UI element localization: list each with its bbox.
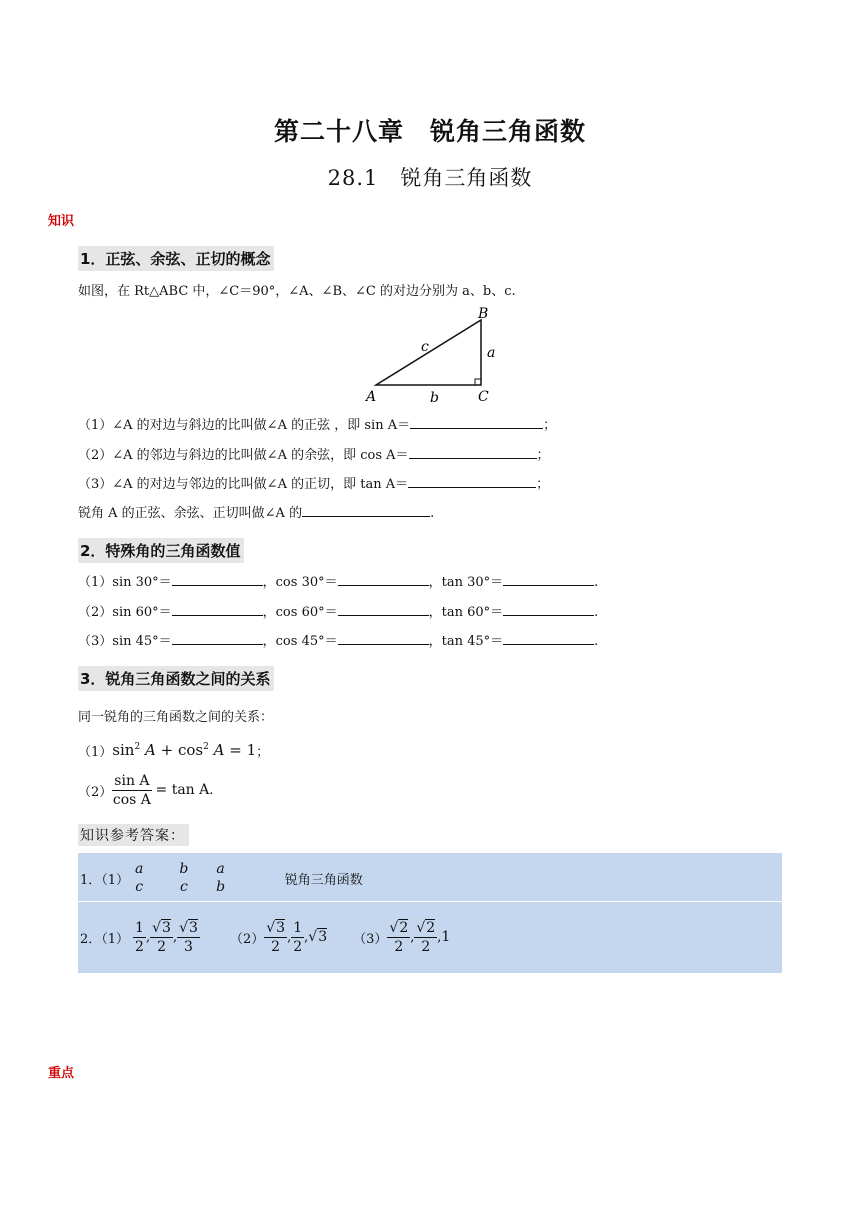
answer-blank[interactable] bbox=[409, 446, 537, 459]
side-label-a: a bbox=[487, 345, 496, 361]
answer-fraction: $\frac{1}{2}$ bbox=[135, 919, 144, 955]
part3-heading: 3．锐角三角函数之间的关系 bbox=[78, 666, 274, 691]
identity-formula-1: （1） $\sin^2 A + \cos^2 A = 1$ ； bbox=[78, 741, 270, 760]
part1-item-3: （3）∠A 的对边与邻边的比叫做∠A 的正切，即 tan A＝ ； bbox=[78, 477, 550, 492]
answers-heading: 知识参考答案： bbox=[78, 824, 189, 846]
chapter-title: 第二十八章 锐角三角函数 bbox=[273, 117, 586, 146]
answer-fraction: $\frac{√3}{2}$ bbox=[266, 919, 286, 955]
identity-formula-2: （2） $\frac{\text{sin A}}{\text{cos A}}$ = tan A . bbox=[78, 772, 214, 808]
answer-fraction: $\frac{√3}{2}$ bbox=[152, 919, 171, 955]
sin-over-cos-fraction: $\frac{\text{sin A}}{\text{cos A}}$ bbox=[112, 772, 151, 808]
part1-intro: 如图，在 Rt△ABC 中，∠C＝90°，∠A、∠B、∠C 的对边分别为 a、b、c. bbox=[78, 284, 516, 299]
answer-fraction: $\frac{√3}{3}$ bbox=[179, 919, 198, 955]
vertex-label-c: C bbox=[478, 389, 489, 405]
side-label-c: c bbox=[421, 339, 429, 355]
part1-item-2: （2）∠A 的邻边与斜边的比叫做∠A 的余弦，即 cos A＝ ； bbox=[78, 448, 550, 463]
answer-divider bbox=[78, 901, 782, 902]
vertex-label-a: A bbox=[366, 389, 377, 405]
answer-fraction: a b bbox=[216, 861, 226, 895]
answer-blank[interactable] bbox=[338, 632, 429, 645]
keypoints-tag: 重点 bbox=[48, 1066, 75, 1081]
part1-summary: 锐角 A 的正弦、余弦、正切叫做∠A 的 . bbox=[78, 506, 435, 521]
answer-fraction: $\frac{√2}{2}$ bbox=[389, 919, 409, 955]
answer-row-1: 1．（1） a c b c a b 锐角三角函数 bbox=[80, 861, 363, 895]
answer-blank[interactable] bbox=[172, 603, 263, 616]
answer-fraction: a c bbox=[135, 861, 144, 895]
answer-blank[interactable] bbox=[302, 504, 430, 517]
answer-fraction: $\frac{√2}{2}$ bbox=[416, 919, 436, 955]
answer-blank[interactable] bbox=[172, 632, 263, 645]
vertex-label-b: B bbox=[478, 306, 489, 322]
answer-blank[interactable] bbox=[338, 573, 429, 586]
answer-blank[interactable] bbox=[503, 632, 594, 645]
answer-row-2: 2．（1） $\frac{1}{2}$ , $\frac{√3}{2}$ , $\frac{√3}{3}$ （2） $\frac{√3}{2}$ , $\frac{1}{2}$ , √3 （3） $\frac{√2}{2}$ , $\frac{√2}{2}$ , 1 bbox=[80, 919, 451, 955]
section-title: 28.1 锐角三角函数 bbox=[327, 166, 533, 190]
knowledge-tag: 知识 bbox=[48, 214, 75, 229]
side-label-b: b bbox=[430, 390, 439, 406]
part2-row-1: （1）sin 30°＝ ，cos 30°＝ ，tan 30°＝ . bbox=[78, 575, 599, 590]
triangle-figure bbox=[364, 304, 504, 408]
part1-item-1: （1）∠A 的对边与斜边的比叫做∠A 的正弦 ，即 sin A＝ ； bbox=[78, 418, 557, 433]
answer-fraction: $\frac{1}{2}$ bbox=[293, 919, 303, 955]
part2-row-3: （3）sin 45°＝ ，cos 45°＝ ，tan 45°＝ . bbox=[78, 634, 599, 649]
answer-fraction: b c bbox=[179, 861, 189, 895]
part3-intro: 同一锐角的三角函数之间的关系： bbox=[78, 710, 274, 725]
part1-heading: 1．正弦、余弦、正切的概念 bbox=[78, 246, 274, 271]
answer-blank[interactable] bbox=[408, 475, 536, 488]
answer-blank[interactable] bbox=[172, 573, 263, 586]
answer-blank[interactable] bbox=[410, 416, 543, 429]
answer-blank[interactable] bbox=[338, 603, 429, 616]
part2-heading: 2．特殊角的三角函数值 bbox=[78, 538, 244, 563]
answer-blank[interactable] bbox=[503, 573, 594, 586]
answer-blank[interactable] bbox=[503, 603, 594, 616]
right-angle-mark bbox=[475, 379, 481, 385]
part2-row-2: （2）sin 60°＝ ，cos 60°＝ ，tan 60°＝ . bbox=[78, 605, 599, 620]
